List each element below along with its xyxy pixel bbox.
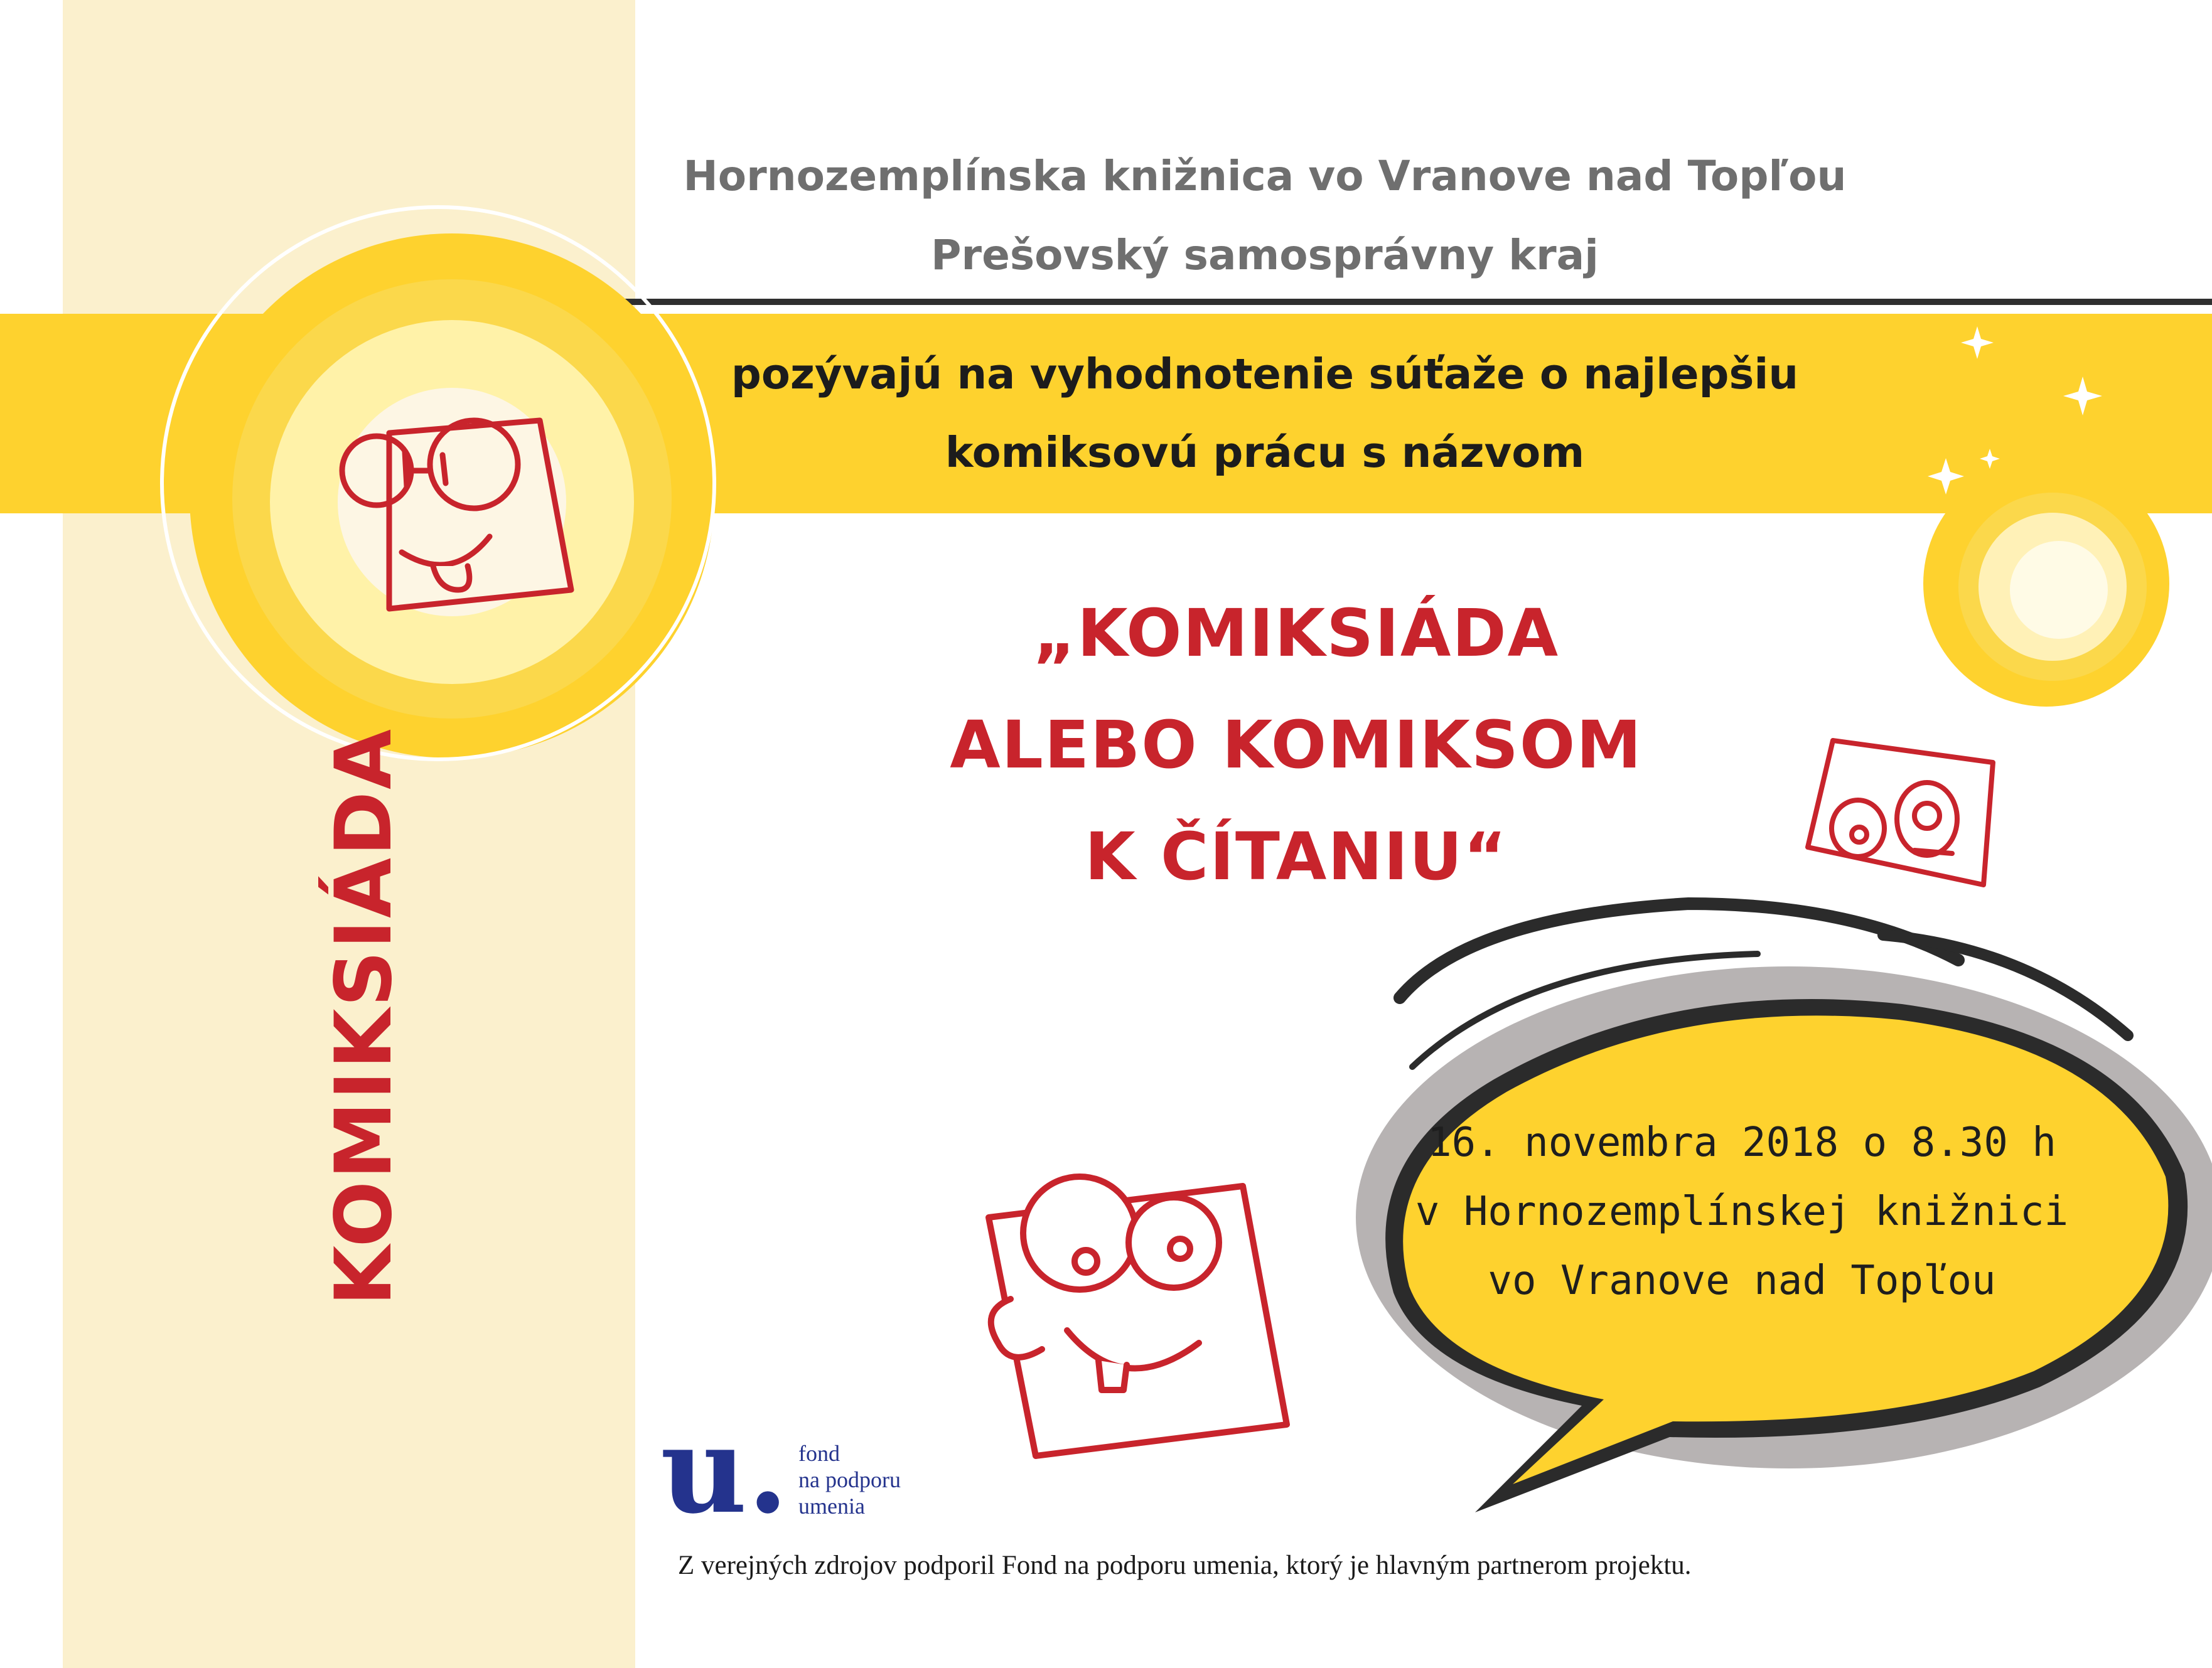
sponsor-note: Z verejných zdrojov podporil Fond na podporu umenia, ktorý je hlavným partnerom projektu.	[678, 1551, 1692, 1580]
comic-face-large-icon	[973, 1161, 1287, 1487]
side-title: KOMIKSIÁDA	[319, 727, 409, 1306]
invitation-line-2: komiksovú prácu s názvom	[945, 428, 1585, 477]
event-title-line-2: ALEBO KOMIKSOM	[950, 707, 1643, 783]
organizer-name: Hornozemplínska knižnica vo Vranove nad Topľou	[683, 152, 1847, 200]
event-title-line-1: „KOMIKSIÁDA	[1033, 595, 1560, 671]
fund-logo-mark: u.	[660, 1400, 789, 1540]
invitation-line-1: pozývajú na vyhodnotenie súťaže o najlepšiu	[731, 350, 1799, 398]
event-venue: v Hornozemplínskej knižnici	[1415, 1189, 2069, 1235]
comic-face-icon	[333, 402, 571, 621]
fund-name-line-1: fond	[798, 1441, 840, 1466]
sparkle-icon	[1927, 314, 2115, 502]
fund-name-line-2: na podporu	[798, 1467, 901, 1492]
event-title-line-3: K ČÍTANIU“	[1085, 818, 1508, 895]
event-date: 16. novembra 2018 o 8.30 h	[1427, 1120, 2056, 1166]
event-town: vo Vranove nad Topľou	[1488, 1258, 1996, 1304]
fund-name-line-3: umenia	[798, 1494, 865, 1519]
organizer-region: Prešovský samosprávny kraj	[931, 231, 1599, 279]
